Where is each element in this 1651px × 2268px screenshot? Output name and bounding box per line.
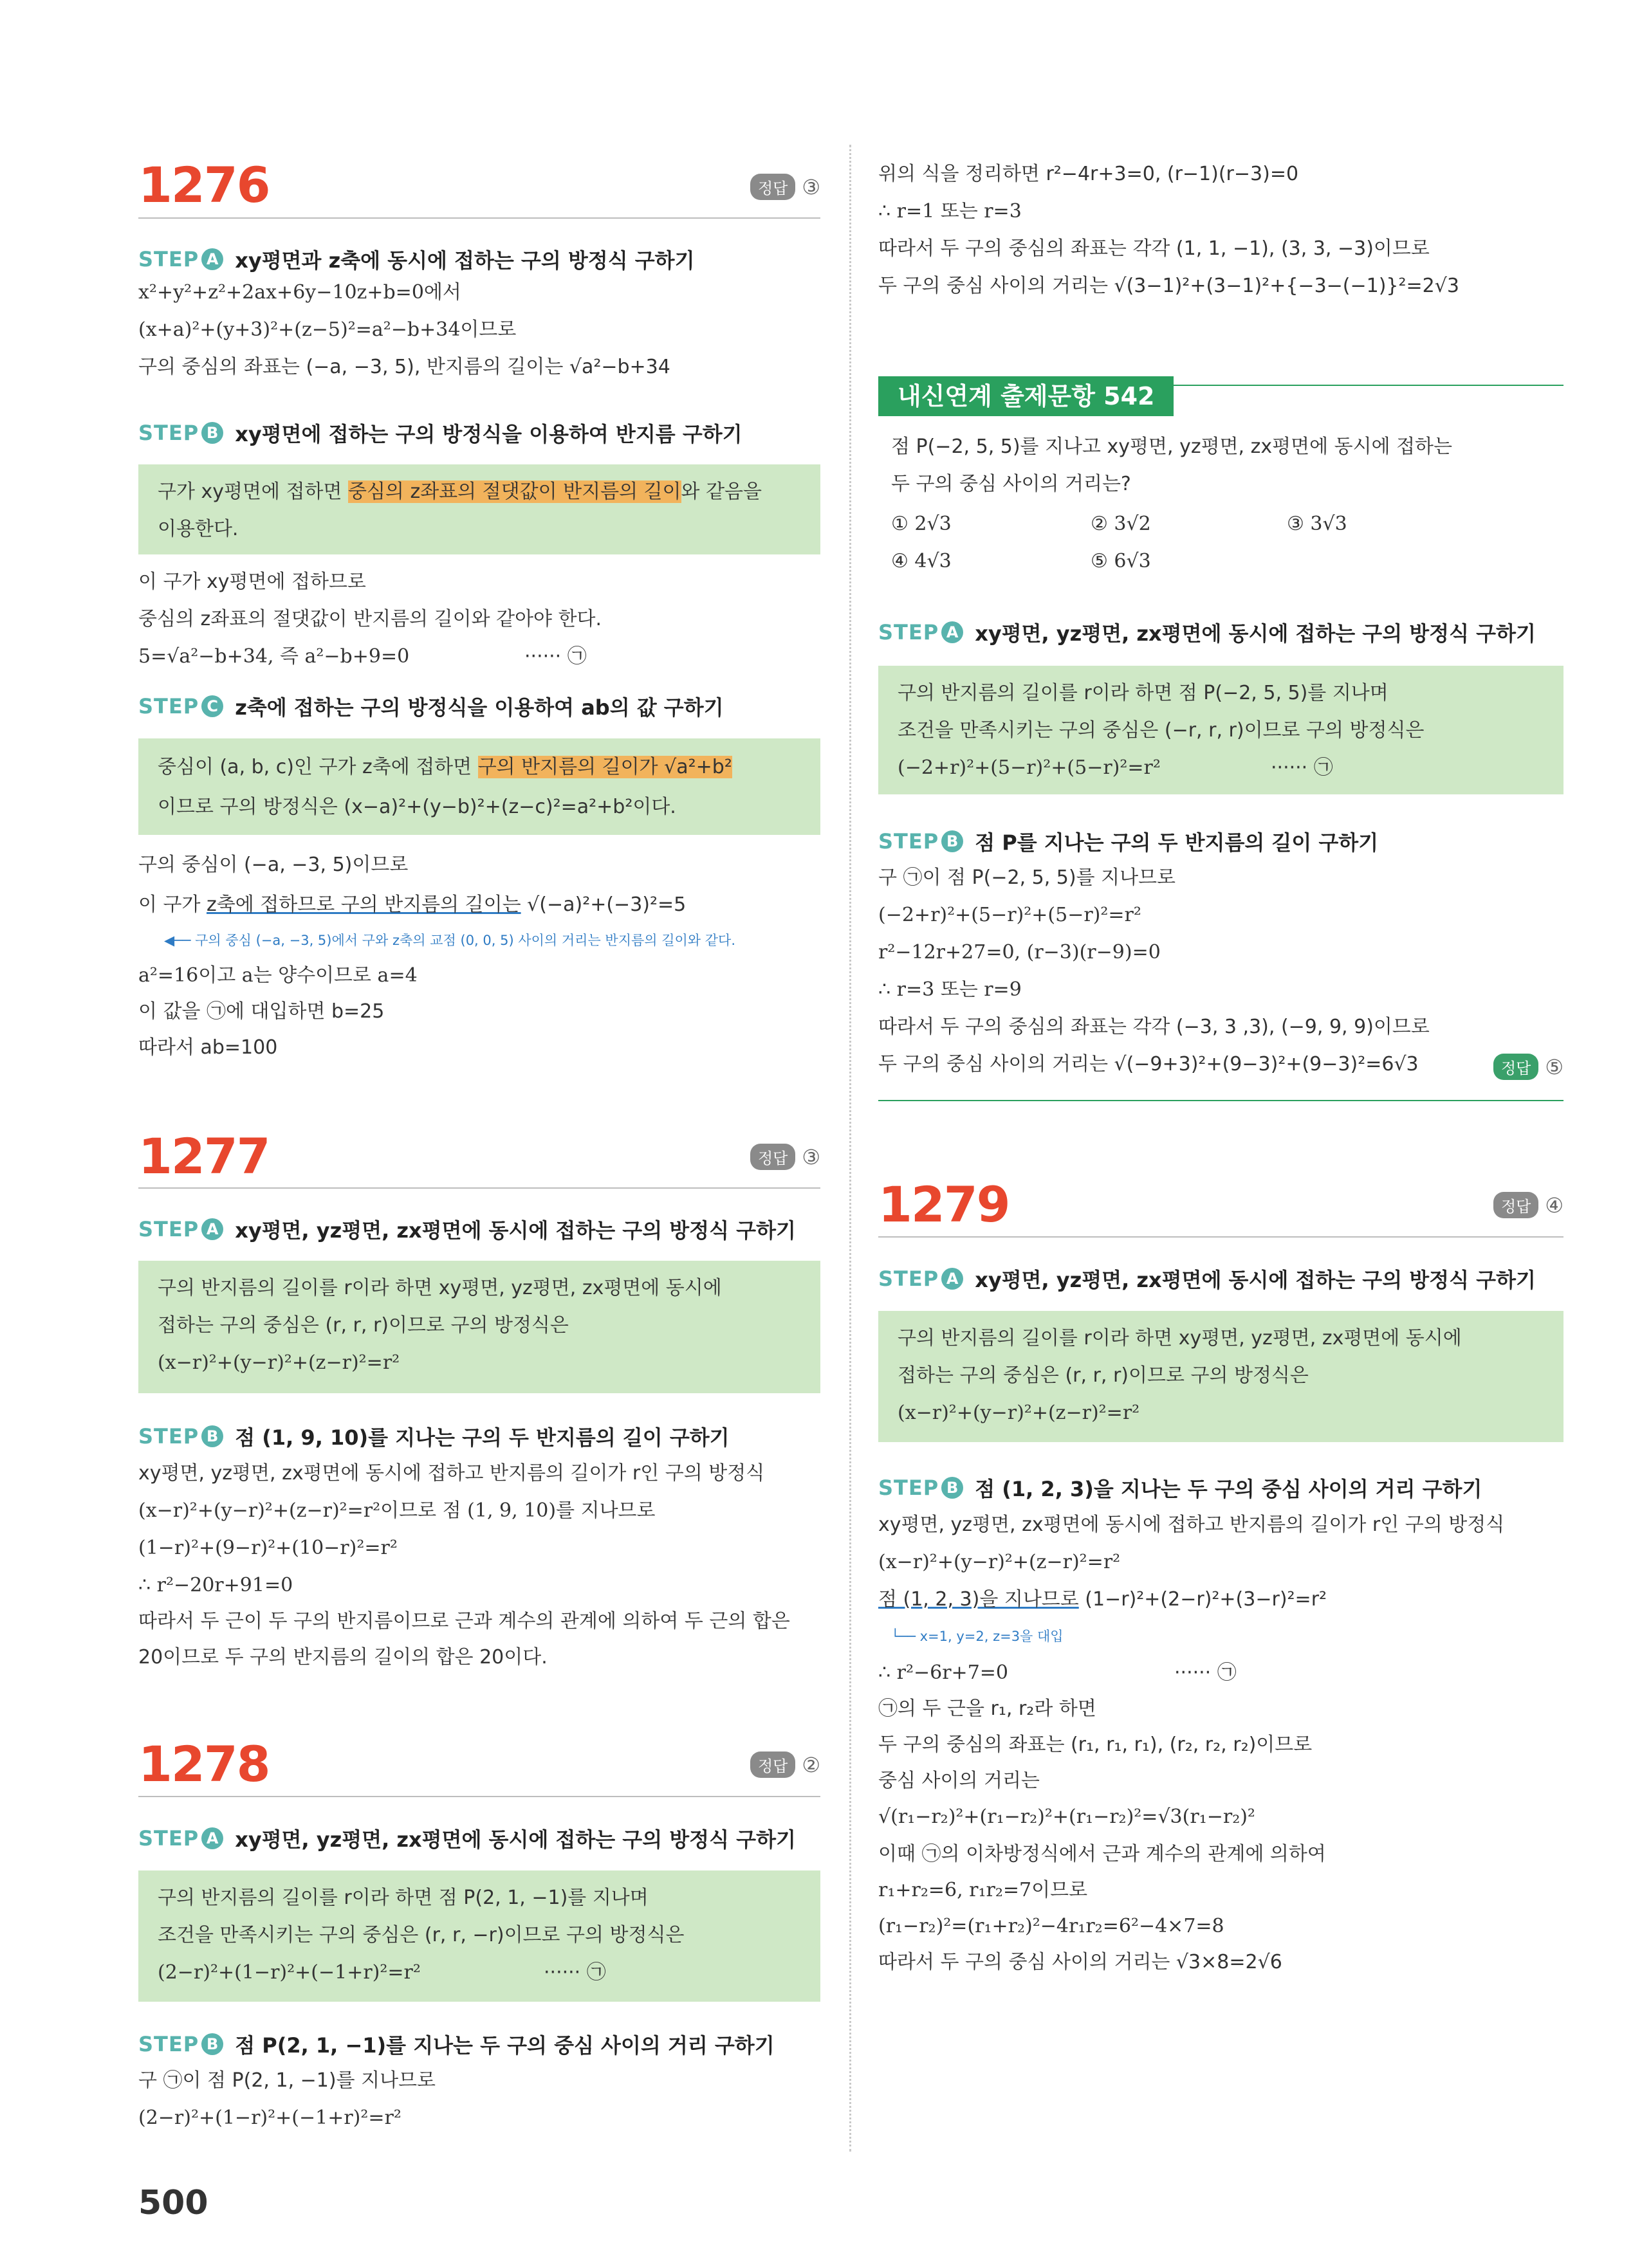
answer-label: 정답	[1493, 1192, 1538, 1218]
arrow-left-icon: ◀──	[164, 933, 196, 948]
line: (x−r)²+(y−r)²+(z−r)²=r²이므로 점 (1, 9, 10)를 지나므로	[138, 1499, 656, 1522]
step-letter: B	[201, 422, 223, 444]
step-letter: A	[201, 1218, 223, 1240]
line: (2−r)²+(1−r)²+(−1+r)²=r²	[138, 2107, 401, 2129]
step-b-542	[878, 827, 1378, 856]
line: x²+y²+z²+2ax+6y−10z+b=0에서	[138, 281, 461, 304]
underlined-text: z축에 접하므로 구의 반지름의 길이는	[207, 893, 521, 916]
choice[interactable]: ② 3√2	[1091, 513, 1151, 535]
step-badge: STEP	[878, 1476, 939, 1500]
step-title: 점 P를 지나는 구의 두 반지름의 길이 구하기	[975, 830, 1379, 855]
hint-text: 와 같음을	[681, 480, 762, 503]
hint-line: 접하는 구의 중심은 (r, r, r)이므로 구의 방정식은	[158, 1314, 569, 1337]
line: 구의 중심이 (−a, −3, 5)이므로	[138, 854, 409, 876]
step-badge: STEP	[138, 247, 199, 271]
step-letter: A	[201, 1827, 223, 1849]
line	[138, 895, 686, 915]
step-title: xy평면, yz평면, zx평면에 동시에 접하는 구의 방정식 구하기	[235, 1218, 796, 1243]
step-b-1278	[138, 2029, 775, 2059]
equation-tag: ······ ㉠	[544, 1961, 606, 1984]
line: 20이므로 두 구의 반지름의 길이의 합은 20이다.	[138, 1646, 548, 1669]
answer-value: ④	[1545, 1193, 1563, 1218]
problem-number-1278: 1278	[138, 1735, 270, 1793]
line: 따라서 ab=100	[138, 1036, 278, 1059]
step-badge: STEP	[138, 694, 199, 718]
step-badge: STEP	[138, 1826, 199, 1851]
step-badge: STEP	[138, 421, 199, 445]
step-a-542	[878, 617, 1536, 647]
step-letter: C	[201, 695, 223, 717]
hint-line: 구의 반지름의 길이를 r이라 하면 xy평면, yz평면, zx평면에 동시에	[158, 1277, 722, 1299]
line: 따라서 두 구의 중심 사이의 거리는 √3×8=2√6	[878, 1951, 1282, 1973]
step-badge: STEP	[878, 829, 939, 854]
section-rule	[138, 217, 820, 219]
step-badge: STEP	[138, 2032, 199, 2056]
line: 이 값을 ㉠에 대입하면 b=25	[138, 1000, 385, 1023]
line: (x−r)²+(y−r)²+(z−r)²=r²	[878, 1551, 1121, 1573]
step-title: xy평면, yz평면, zx평면에 동시에 접하는 구의 방정식 구하기	[235, 1827, 796, 1852]
line: ∴ r²−6r+7=0	[878, 1661, 1009, 1684]
hint-line: (x−r)²+(y−r)²+(z−r)²=r²	[158, 1351, 400, 1374]
problem-number-1276: 1276	[138, 156, 270, 214]
step-a-1276	[138, 244, 695, 274]
page-number: 500	[138, 2184, 208, 2222]
line: xy평면, yz평면, zx평면에 동시에 접하고 반지름의 길이가 r인 구의 방정식	[878, 1514, 1505, 1536]
line: 따라서 두 구의 중심의 좌표는 각각 (1, 1, −1), (3, 3, −3)이므로	[878, 237, 1430, 260]
banner-label: 출제문항	[992, 382, 1104, 410]
text: √(−a)²+(−3)²=5	[521, 893, 687, 916]
answer-1277	[750, 1144, 820, 1170]
step-a-1278	[138, 1824, 796, 1853]
hint-text: 구가 xy평면에 접하면	[158, 480, 348, 503]
step-letter: B	[941, 830, 963, 852]
line: 두 구의 중심 사이의 거리는 √(3−1)²+(3−1)²+{−3−(−1)}²=2√3	[878, 275, 1459, 297]
problem-number-1277: 1277	[138, 1128, 270, 1185]
line: 두 구의 중심의 좌표는 (r₁, r₁, r₁), (r₂, r₂, r₂)이므로	[878, 1733, 1313, 1756]
annotation-note	[891, 1626, 1064, 1645]
hint-line: 접하는 구의 중심은 (r, r, r)이므로 구의 방정식은	[898, 1364, 1309, 1387]
line: (r₁−r₂)²=(r₁+r₂)²−4r₁r₂=6²−4×7=8	[878, 1915, 1224, 1937]
answer-value: ②	[802, 1752, 820, 1777]
step-title: 점 (1, 2, 3)을 지나는 두 구의 중심 사이의 거리 구하기	[975, 1477, 1482, 1501]
hint-box	[138, 464, 820, 554]
answer-label: 정답	[750, 174, 795, 200]
step-b-1277	[138, 1422, 730, 1451]
step-letter: B	[941, 1477, 963, 1499]
hint-line: 조건을 만족시키는 구의 중심은 (r, r, −r)이므로 구의 방정식은	[158, 1924, 685, 1946]
step-letter: B	[201, 1425, 223, 1447]
answer-label: 정답	[1493, 1054, 1538, 1080]
equation-tag: ······ ㉠	[1174, 1661, 1237, 1684]
step-b-1276	[138, 418, 742, 448]
hint-line: (−2+r)²+(5−r)²+(5−r)²=r²	[898, 756, 1161, 779]
line: a²=16이고 a는 양수이므로 a=4	[138, 964, 418, 987]
arrow-left-icon: └──	[891, 1629, 920, 1644]
line: ∴ r=3 또는 r=9	[878, 978, 1022, 1001]
note-text: x=1, y=2, z=3을 대입	[919, 1629, 1064, 1644]
choice[interactable]: ⑤ 6√3	[1091, 550, 1151, 572]
line: 중심 사이의 거리는	[878, 1770, 1040, 1792]
question-line: 두 구의 중심 사이의 거리는?	[891, 473, 1131, 495]
answer-label: 정답	[750, 1751, 795, 1778]
hint-line: 구의 반지름의 길이를 r이라 하면 점 P(−2, 5, 5)를 지나며	[898, 682, 1388, 704]
answer-1278	[750, 1751, 820, 1778]
step-badge: STEP	[138, 1217, 199, 1241]
equation-tag: ······ ㉠	[524, 645, 587, 668]
step-a-1277	[138, 1214, 796, 1244]
hint-line	[158, 758, 732, 777]
answer-542	[1493, 1054, 1563, 1080]
hint-line: 이므로 구의 방정식은 (x−a)²+(y−b)²+(z−c)²=a²+b²이다.	[158, 796, 676, 818]
step-badge: STEP	[878, 620, 939, 645]
hint-text: 중심이 (a, b, c)인 구가 z축에 접하면	[158, 756, 478, 778]
line: 이때 ㉠의 이차방정식에서 근과 계수의 관계에 의하여	[878, 1843, 1326, 1865]
line	[878, 1590, 1327, 1609]
step-badge: STEP	[138, 1424, 199, 1449]
line: 위의 식을 정리하면 r²−4r+3=0, (r−1)(r−3)=0	[878, 163, 1299, 185]
line: ∴ r=1 또는 r=3	[878, 200, 1022, 223]
line: (1−r)²+(9−r)²+(10−r)²=r²	[138, 1537, 398, 1559]
line: 이 구가 xy평면에 접하므로	[138, 571, 366, 593]
section-rule	[878, 1100, 1563, 1101]
text: 이 구가	[138, 893, 207, 916]
banner-label: 내신연계	[898, 382, 992, 410]
step-title: z축에 접하는 구의 방정식을 이용하여 ab의 값 구하기	[235, 695, 724, 720]
choice[interactable]: ① 2√3	[891, 513, 952, 535]
equation-tag: ······ ㉠	[1271, 756, 1333, 779]
highlight: 구의 반지름의 길이가 √a²+b²	[477, 756, 732, 778]
step-letter: A	[201, 248, 223, 270]
step-badge: STEP	[878, 1267, 939, 1291]
line: 5=√a²−b+34, 즉 a²−b+9=0	[138, 645, 410, 668]
answer-value: ⑤	[1545, 1054, 1563, 1079]
answer-1279	[1493, 1192, 1563, 1218]
choice[interactable]: ④ 4√3	[891, 550, 952, 572]
line: xy평면, yz평면, zx평면에 동시에 접하고 반지름의 길이가 r인 구의 방정식	[138, 1462, 765, 1485]
answer-label: 정답	[750, 1144, 795, 1170]
step-letter: B	[201, 2033, 223, 2055]
text: (1−r)²+(2−r)²+(3−r)²=r²	[1078, 1588, 1327, 1611]
step-letter: A	[941, 1268, 963, 1290]
answer-1276	[750, 174, 820, 200]
line: r²−12r+27=0, (r−3)(r−9)=0	[878, 941, 1161, 964]
step-a-1279	[878, 1264, 1536, 1294]
line: ∴ r²−20r+91=0	[138, 1574, 293, 1596]
step-title: 점 P(2, 1, −1)를 지나는 두 구의 중심 사이의 거리 구하기	[235, 2033, 775, 2058]
section-rule	[138, 1796, 820, 1797]
hint-box	[878, 666, 1563, 794]
problem-number-1279: 1279	[878, 1176, 1010, 1233]
line: 따라서 두 구의 중심의 좌표는 각각 (−3, 3 ,3), (−9, 9, 9)이므로	[878, 1016, 1430, 1038]
hint-box	[138, 1261, 820, 1393]
note-text: 구의 중심 (−a, −3, 5)에서 구와 z축의 교점 (0, 0, 5) 사이의 거리는 반지름의 길이와 같다.	[195, 933, 736, 948]
hint-box	[138, 1870, 820, 2002]
step-title: xy평면, yz평면, zx평면에 동시에 접하는 구의 방정식 구하기	[975, 621, 1536, 646]
line: (x+a)²+(y+3)²+(z−5)²=a²−b+34이므로	[138, 318, 517, 341]
step-b-1279	[878, 1473, 1482, 1503]
section-rule	[878, 1236, 1563, 1238]
hint-line	[158, 482, 762, 502]
hint-line: 이용한다.	[158, 518, 239, 540]
line: r₁+r₂=6, r₁r₂=7이므로	[878, 1879, 1088, 1901]
line: 따라서 두 근이 두 구의 반지름이므로 근과 계수의 관계에 의하여 두 근의 합은	[138, 1610, 790, 1632]
line: (−2+r)²+(5−r)²+(5−r)²=r²	[878, 904, 1141, 926]
answer-value: ③	[802, 174, 820, 199]
annotation-note	[164, 930, 735, 949]
step-title: 점 (1, 9, 10)를 지나는 구의 두 반지름의 길이 구하기	[235, 1425, 730, 1450]
hint-box	[138, 738, 820, 835]
banner-rule	[1165, 385, 1563, 386]
hint-box	[878, 1311, 1563, 1442]
line: ㉠의 두 근을 r₁, r₂라 하면	[878, 1697, 1096, 1720]
step-letter: A	[941, 621, 963, 643]
step-title: xy평면에 접하는 구의 방정식을 이용하여 반지름 구하기	[235, 422, 742, 446]
highlight: 중심의 z좌표의 절댓값이 반지름의 길이	[347, 480, 681, 503]
exam-problem-banner	[878, 376, 1174, 416]
step-title: xy평면, yz평면, zx평면에 동시에 접하는 구의 방정식 구하기	[975, 1268, 1536, 1292]
line: 두 구의 중심 사이의 거리는 √(−9+3)²+(9−3)²+(9−3)²=6√3	[878, 1053, 1419, 1075]
step-c-1276	[138, 691, 724, 721]
question-line: 점 P(−2, 5, 5)를 지나고 xy평면, yz평면, zx평면에 동시에 접하는	[891, 435, 1453, 458]
hint-line: 구의 반지름의 길이를 r이라 하면 xy평면, yz평면, zx평면에 동시에	[898, 1327, 1462, 1349]
hint-line: 조건을 만족시키는 구의 중심은 (−r, r, r)이므로 구의 방정식은	[898, 719, 1425, 742]
hint-line: (x−r)²+(y−r)²+(z−r)²=r²	[898, 1402, 1140, 1424]
step-title: xy평면과 z축에 동시에 접하는 구의 방정식 구하기	[235, 248, 695, 273]
choice[interactable]: ③ 3√3	[1287, 513, 1347, 535]
answer-value: ③	[802, 1144, 820, 1169]
section-rule	[138, 1187, 820, 1189]
line: 중심의 z좌표의 절댓값이 반지름의 길이와 같아야 한다.	[138, 608, 602, 630]
banner-number: 542	[1103, 382, 1155, 410]
line: 구 ㉠이 점 P(−2, 5, 5)를 지나므로	[878, 866, 1176, 889]
hint-line: (2−r)²+(1−r)²+(−1+r)²=r²	[158, 1961, 421, 1984]
line: √(r₁−r₂)²+(r₁−r₂)²+(r₁−r₂)²=√3(r₁−r₂)²	[878, 1806, 1255, 1828]
column-divider	[849, 145, 851, 2152]
line: 구 ㉠이 점 P(2, 1, −1)를 지나므로	[138, 2069, 436, 2092]
hint-line: 구의 반지름의 길이를 r이라 하면 점 P(2, 1, −1)를 지나며	[158, 1887, 649, 1909]
underlined-text: 점 (1, 2, 3)을 지나므로	[878, 1588, 1079, 1611]
line: 구의 중심의 좌표는 (−a, −3, 5), 반지름의 길이는 √a²−b+34	[138, 356, 670, 378]
